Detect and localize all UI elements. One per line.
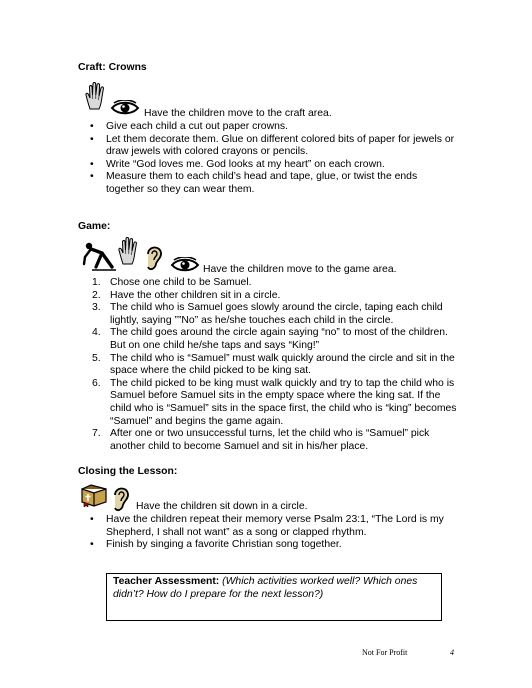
game-steps-list — [92, 277, 464, 453]
list-item: • Write “God loves me. God looks at my heart” on each crown. — [88, 159, 458, 172]
game-heading: Game: — [78, 221, 111, 232]
eye-icon — [170, 257, 200, 273]
assessment-label: Teacher Assessment: — [113, 576, 220, 587]
closing-intro: Have the children sit down in a circle. — [136, 501, 308, 512]
hand-icon — [84, 81, 108, 111]
craft-intro: Have the children move to the craft area. — [144, 108, 332, 119]
page-number: 4 — [450, 648, 454, 657]
stretching-person-icon — [82, 240, 118, 272]
ear-icon — [143, 242, 165, 272]
hand-icon — [117, 236, 141, 266]
craft-heading: Craft: Crowns — [78, 62, 147, 73]
list-item: 4. The child goes around the circle again saying “no” to most of the children. But on one child he/she taps and says “King!” — [92, 327, 448, 351]
list-item: • Finish by singing a favorite Christian song together. — [88, 539, 466, 552]
bible-icon — [79, 483, 109, 507]
craft-bullet-list — [88, 121, 458, 197]
game-intro: Have the children move to the game area. — [203, 264, 397, 275]
teacher-assessment-box — [106, 573, 442, 621]
ear-icon — [110, 483, 132, 513]
list-item: • Measure them to each child’s head and tape, glue, or twist the ends together so they can wear them. — [88, 171, 458, 196]
footer-note: Not For Profit — [362, 648, 408, 657]
list-item: 6. The child picked to be king must walk quickly and try to tap the child who is Samuel before Samuel sits in the empty space where the king sat. If the child who is “Samuel” sits in the space first, the child who is “king” becomes “Samuel” and begins the game again. — [92, 377, 457, 427]
list-item: • Give each child a cut out paper crowns. — [88, 121, 458, 134]
list-item: 2. Have the other children sit in a circle. — [92, 289, 281, 301]
list-item: • Have the children repeat their memory verse Psalm 23:1, “The Lord is my Shepherd, I shall not want” as a song or clapped rhythm. — [88, 514, 466, 539]
closing-bullet-list — [88, 514, 466, 552]
list-item: • Let them decorate them. Glue on different colored bits of paper for jewels or draw jewels with colored crayons or pencils. — [88, 134, 458, 159]
list-item: 3. The child who is Samuel goes slowly around the circle, taping each child lightly, saying ””No” as he/she touches each child in the circle. — [92, 302, 443, 326]
list-item: 7. After one or two unsuccessful turns, let the child who is “Samuel” pick another child to become Samuel and sit in his/her place. — [92, 428, 430, 452]
list-item: 5. The child who is “Samuel” must walk quickly around the circle and sit in the space where the child picked to be king sat. — [92, 352, 455, 377]
assessment-questions: (Which activities worked well? Which ones didn’t? How do I prepare for the next lesson?) — [113, 576, 418, 600]
list-item: 1. Chose one child to be Samuel. — [92, 277, 252, 288]
eye-icon — [110, 100, 140, 116]
closing-heading: Closing the Lesson: — [78, 466, 178, 477]
